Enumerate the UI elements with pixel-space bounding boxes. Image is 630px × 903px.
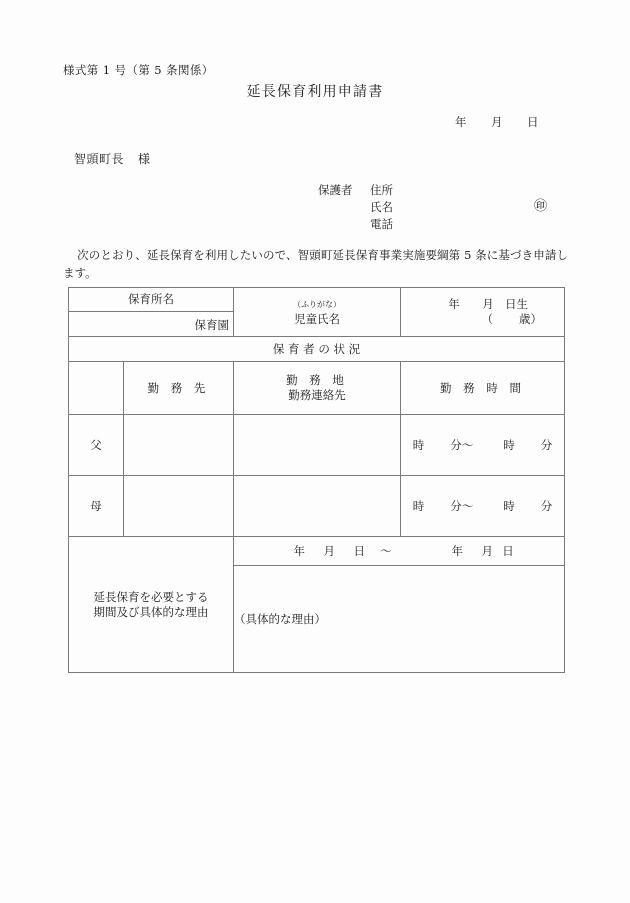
mother-work-location-cell[interactable] xyxy=(234,476,401,537)
child-birthdate-cell[interactable] xyxy=(401,288,565,337)
table-row-father xyxy=(69,415,565,476)
application-statement xyxy=(63,246,568,282)
period-from-month: 月 xyxy=(323,544,335,558)
period-tilde: 〜 xyxy=(380,544,392,558)
parent-label-father: 父 xyxy=(69,415,124,476)
page-title: 延長保育利用申請書 xyxy=(246,84,384,100)
father-hour-from: 時 xyxy=(412,438,425,452)
mother-hour-from: 時 xyxy=(412,499,425,513)
father-work-hours-cell[interactable] xyxy=(401,415,565,476)
father-workplace-cell[interactable] xyxy=(124,415,234,476)
column-header-work-location-line1: 勤 務 地 xyxy=(286,373,348,387)
nursery-name-value[interactable]: 保育園 xyxy=(194,318,229,332)
date-month-label: 月 xyxy=(491,115,503,129)
seal-icon: ㊞ xyxy=(534,199,548,214)
mother-work-hours-cell[interactable] xyxy=(401,476,565,537)
furigana-label: （ふりがな） xyxy=(293,300,341,309)
table-row-mother xyxy=(69,476,565,537)
father-minute-to: 分 xyxy=(540,438,553,452)
period-from-year: 年 xyxy=(293,544,305,558)
mother-minute-to: 分 xyxy=(540,499,553,513)
date-day-label: 日 xyxy=(527,115,539,129)
application-table xyxy=(68,287,565,673)
guardian-label: 保護者 xyxy=(318,183,353,197)
period-to-day: 日 xyxy=(502,544,514,558)
table-row-period-range xyxy=(69,537,565,566)
mother-hour-to: 時 xyxy=(503,499,515,513)
child-name-label: 児童氏名 xyxy=(294,312,340,326)
guardian-phone-label: 電話 xyxy=(370,217,393,231)
addressee-honorific: 様 xyxy=(138,152,151,166)
age-line xyxy=(401,312,564,327)
parent-label-mother: 母 xyxy=(69,476,124,537)
issue-date-line xyxy=(455,114,539,130)
column-header-work-location xyxy=(234,362,401,415)
column-header-work-hours: 勤 務 時 間 xyxy=(401,362,565,415)
period-to-month: 月 xyxy=(481,544,493,558)
father-hour-to: 時 xyxy=(503,438,515,452)
birth-month-label: 月 xyxy=(482,297,494,311)
table-row-nursery xyxy=(69,288,565,337)
age-label: 歳 xyxy=(519,312,531,326)
form-number: 様式第 1 号（第 5 条関係） xyxy=(63,63,214,77)
addressee xyxy=(74,150,151,167)
period-from-day: 日 xyxy=(353,544,365,558)
birth-year-label: 年 xyxy=(448,297,460,311)
detail-reason-label: （具体的な理由） xyxy=(234,612,326,626)
father-work-location-cell[interactable] xyxy=(234,415,401,476)
child-name-cell xyxy=(234,288,401,337)
guardian-fields xyxy=(370,182,393,233)
birthdate-line xyxy=(401,297,564,312)
guardian-address-label: 住所 xyxy=(370,183,393,197)
column-header-blank xyxy=(69,362,124,415)
date-year-label: 年 xyxy=(455,115,467,129)
guardian-name-label: 氏名 xyxy=(370,200,393,214)
table-row-section-header xyxy=(69,337,565,362)
mother-minute-from: 分〜 xyxy=(450,499,474,513)
period-range-cell[interactable] xyxy=(234,537,565,566)
reason-label-cell xyxy=(69,537,234,673)
column-header-workplace: 勤 務 先 xyxy=(124,362,234,415)
mother-workplace-cell[interactable] xyxy=(124,476,234,537)
addressee-name: 智頭町長 xyxy=(74,152,125,166)
birth-day-label: 日生 xyxy=(505,297,528,311)
reason-label-line2: 期間及び具体的な理由 xyxy=(93,604,209,619)
age-close-paren: ） xyxy=(530,312,542,326)
section-header-caregiver-status: 保 育 者 の 状 況 xyxy=(69,337,565,362)
detail-reason-cell[interactable] xyxy=(234,566,565,673)
application-statement-text: 次のとおり、延長保育を利用したいので、智頭町延長保育事業実施要綱第 5 条に基づき申請します。 xyxy=(63,248,568,280)
age-open-paren: （ xyxy=(481,312,493,326)
table-row-column-headers xyxy=(69,362,565,415)
column-header-work-location-line2: 勤務連絡先 xyxy=(288,388,346,402)
father-minute-from: 分〜 xyxy=(450,438,474,452)
period-to-year: 年 xyxy=(451,544,463,558)
nursery-name-cell xyxy=(69,288,234,337)
nursery-name-label: 保育所名 xyxy=(69,288,233,312)
reason-label-line1: 延長保育を必要とする xyxy=(93,589,209,604)
